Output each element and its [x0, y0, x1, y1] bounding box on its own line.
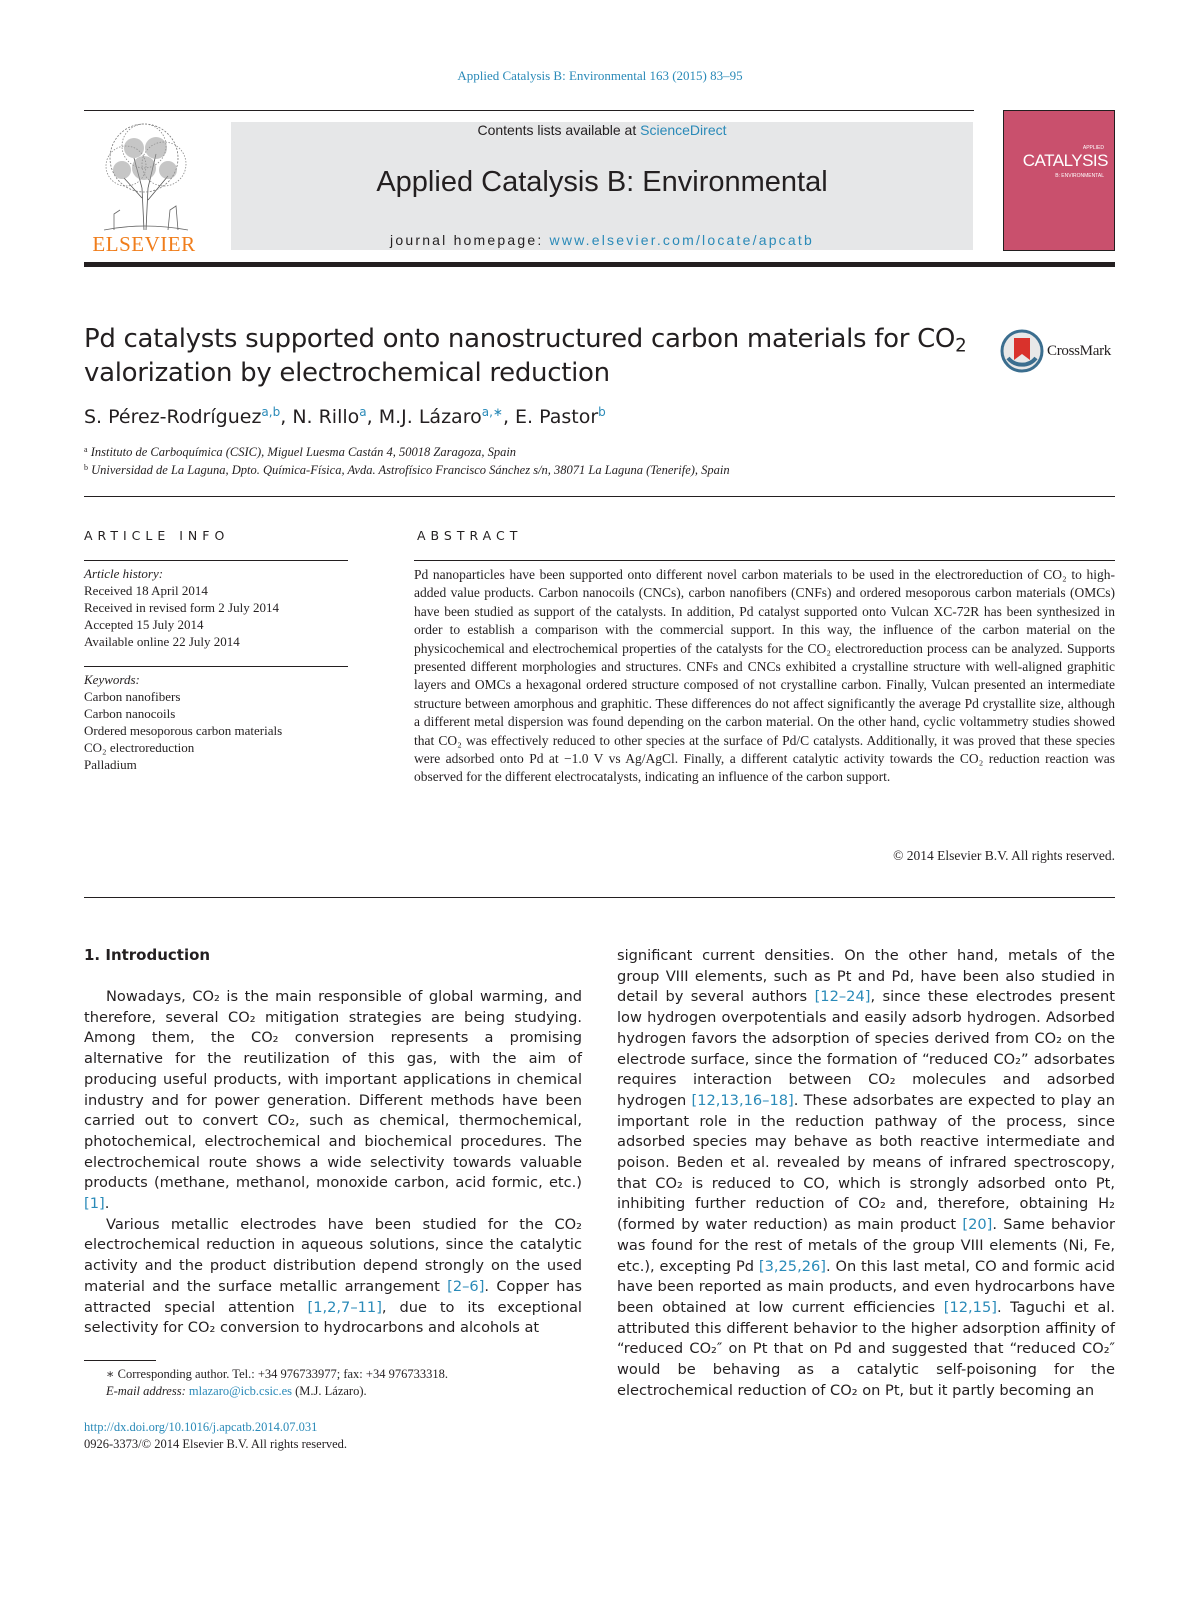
citation-link[interactable]: [12,13,16–18] — [691, 1091, 794, 1109]
keyword-item: Carbon nanofibers — [84, 689, 181, 704]
doi-link[interactable]: http://dx.doi.org/10.1016/j.apcatb.2014.07.031 — [84, 1420, 318, 1434]
homepage-prefix: journal homepage: — [390, 232, 550, 248]
title-line-1: Pd catalysts supported onto nanostructured carbon materials for CO — [84, 324, 956, 354]
crossmark-label[interactable]: CrossMark — [1047, 343, 1111, 359]
article-history — [84, 565, 348, 650]
keywords-label: Keywords: — [84, 672, 140, 687]
author-4[interactable]: E. Pastor$^b$ — [515, 405, 606, 428]
keyword-item: Carbon nanocoils — [84, 706, 176, 721]
author-list: S. Pérez-Rodríguez$^{a,b}$, N. Rillo$^a$, M.J. Lázaro$^{a,∗}$, E. Pastor$^b$ — [84, 405, 606, 428]
issn-copyright: 0926-3373/© 2014 Elsevier B.V. All rights reserved. — [84, 1437, 348, 1451]
keywords — [84, 671, 348, 773]
citation-link[interactable]: [1,2,7–11] — [307, 1298, 382, 1316]
cover-title: CATALYSIS — [1022, 151, 1108, 170]
sciencedirect-link[interactable]: ScienceDirect — [640, 122, 727, 138]
header-rule — [84, 110, 974, 111]
journal-homepage — [231, 232, 973, 248]
history-label: Article history: — [84, 566, 164, 581]
affiliation-a: $^a$ Instituto de Carboquímica (CSIC), Miguel Luesma Castán 4, 50018 Zaragoza, Spain — [84, 445, 517, 459]
keywords-rule — [84, 666, 348, 667]
abstract-text: Pd nanoparticles have been supported onto different novel carbon materials to be used in the electroreduction of CO₂ to high-added value products. Carbon nanocoils (CNCs), carbon nanofibers (CNFs) and ordered mesoporous carbon materials (OMCs) have been studied as support of the catalysts. In addition, Pd catalyst supported onto Vulcan XC-72R has been synthesized in order to establish a comparison with the commercial support. In this way, the influence of the carbon material on the physicochemical and electrochemical properties of the catalysts for the CO₂ electroreduction process can be analyzed. Supports presented different morphologies and structures. CNFs and CNCs exhibited a crystalline structure with well-aligned graphitic layers and OMCs a hexagonal ordered structure composed of not crystalline carbon. Finally, Vulcan presented an intermediate structure between amorphous and graphitic. These differences do not affect significantly the average Pd crystallite size, although a different metal dispersion was found depending on the carbon material. On the other hand, cyclic voltammetry studies showed that CO₂ was effectively reduced to other species at the surface of Pd/C catalysts. Additionally, it was proved that these species were adsorbed onto Pd at −1.0 V vs Ag/AgCl. Finally, a different catalytic activity towards the CO₂ reduction reaction was observed for the different electrocatalysts, indicating an influence of the carbon support. — [414, 567, 1115, 785]
corresponding-author-footnote — [84, 1366, 582, 1400]
article-info-heading: ARTICLE INFO — [84, 528, 230, 543]
history-received: Received 18 April 2014 — [84, 583, 208, 598]
section-rule — [84, 496, 1115, 497]
citation-link[interactable]: [12,15] — [943, 1298, 997, 1316]
citation-link[interactable]: [1] — [84, 1195, 105, 1213]
contents-prefix: Contents lists available at — [477, 122, 641, 138]
cover-top-text: APPLIED — [1082, 145, 1104, 151]
abstract-heading: ABSTRACT — [417, 528, 523, 543]
intro-paragraph-2: Various metallic electrodes have been studied for the CO₂ electrochemical reduction in aqueous solutions, since the catalytic activity and the product distribution depend strongly on the used material and the surface metallic arrangement [2–6]. Copper has attracted special attention [1,2,7–11], due to its exceptional selectivity for CO₂ conversion to hydrocarbons and alcohols at — [84, 1215, 583, 1337]
author-2[interactable]: N. Rillo$^a$ — [292, 405, 367, 428]
email-line: E-mail address: mlazaro@icb.csic.es (M.J. Lázaro). — [106, 1384, 367, 1398]
history-accepted: Accepted 15 July 2014 — [84, 617, 204, 632]
abstract-rule — [414, 560, 1115, 561]
history-online: Available online 22 July 2014 — [84, 634, 240, 649]
author-1[interactable]: S. Pérez-Rodríguez$^{a,b}$ — [84, 405, 281, 428]
intro-paragraph-1: Nowadays, CO₂ is the main responsible of global warming, and therefore, several CO₂ mitigation strategies are being studying. Among them, the CO₂ conversion represents a promising alternative for the reutilization of this gas, with the aim of producing useful products, with important applications in chemical industry and for power generation. Different methods have been carried out to convert CO₂, such as chemical, thermochemical, photochemical, electrochemical and biochemical procedures. The electrochemical route shows a wide selectivity towards valuable products (methane, methanol, monoxide carbon, acid formic, etc.) [1]. — [84, 988, 582, 1213]
keyword-item: Palladium — [84, 757, 137, 772]
footnote-rule — [84, 1360, 156, 1361]
keyword-item: Ordered mesoporous carbon materials — [84, 723, 283, 738]
cover-subtitle: B: ENVIRONMENTAL — [1055, 173, 1104, 179]
history-revised: Received in revised form 2 July 2014 — [84, 600, 279, 615]
article-title — [84, 322, 984, 390]
citation-link[interactable]: [3,25,26] — [758, 1257, 826, 1275]
title-subscript: 2 — [955, 335, 967, 357]
elsevier-wordmark: ELSEVIER — [92, 232, 196, 256]
corresponding-author-line: ∗ Corresponding author. Tel.: +34 976733977; fax: +34 976733318. — [106, 1367, 448, 1381]
homepage-link[interactable]: www.elsevier.com/locate/apcatb — [549, 232, 814, 248]
section-heading-introduction: 1. Introduction — [84, 946, 211, 964]
email-link[interactable]: mlazaro@icb.csic.es — [188, 1384, 293, 1398]
title-line-2: valorization by electrochemical reduction — [84, 358, 610, 388]
author-3[interactable]: M.J. Lázaro$^{a,∗}$ — [378, 405, 503, 428]
intro-right-column — [617, 946, 1115, 1401]
abstract-copyright: © 2014 Elsevier B.V. All rights reserved. — [893, 848, 1115, 863]
header-thick-rule — [84, 262, 1115, 267]
intro-left-column — [84, 987, 582, 1339]
journal-citation[interactable]: Applied Catalysis B: Environmental 163 (2015) 83–95 — [457, 68, 743, 83]
intro-paragraph-3: significant current densities. On the other hand, metals of the group VIII elements, such as Pt and Pd, have been also studied in detail by several authors [12–24], since these electrodes present low hydrogen overpotentials and easily adsorb hydrogen. Adsorbed hydrogen favors the adsorption of species derived from CO₂ on the electrode surface, since the formation of “reduced CO₂” adsorbates requires interaction between CO₂ molecules and adsorbed hydrogen [12,13,16–18]. These adsorbates are expected to play an important role in the reduction pathway of the process, since adsorbed species may behave as both reactive intermediate and poison. Beden et al. revealed by means of infrared spectroscopy, that CO₂ is reduced to CO, which is strongly adsorbed onto Pt, inhibiting further reduction of CO₂ and, therefore, obtaining H₂ (formed by water reduction) as main product [20]. Same behavior was found for the rest of metals of the group VIII elements (Ni, Fe, etc.), excepting Pd [3,25,26]. On this last metal, CO and formic acid have been reported as main products, and even hydrocarbons have been obtained at low current efficiencies [12,15]. Taguchi et al. attributed this different behavior to the higher adsorption affinity of “reduced CO₂″ on Pt that on Pd and suggested that “reduced CO₂″ would be behaving as a catalytic self-poisoning for the electrochemical reduction of CO₂ on Pt, but it partly becoming an — [617, 947, 1116, 1399]
keyword-item: CO₂ electroreduction — [84, 740, 195, 755]
affiliation-b: $^b$ Universidad de La Laguna, Dpto. Química-Física, Avda. Astrofísico Francisco Sánchez s/n, 38071 La Laguna (Tenerife), Spain — [84, 463, 730, 477]
doi-block — [84, 1419, 347, 1453]
abstract-bottom-rule — [84, 897, 1115, 898]
article-info-rule — [84, 560, 348, 561]
citation-link[interactable]: [20] — [962, 1216, 993, 1234]
journal-name: Applied Catalysis B: Environmental — [376, 166, 828, 198]
contents-line — [231, 122, 973, 138]
journal-cover-thumbnail[interactable] — [1003, 110, 1115, 251]
citation-link[interactable]: [12–24] — [814, 988, 871, 1006]
citation-link[interactable]: [2–6] — [447, 1277, 485, 1295]
